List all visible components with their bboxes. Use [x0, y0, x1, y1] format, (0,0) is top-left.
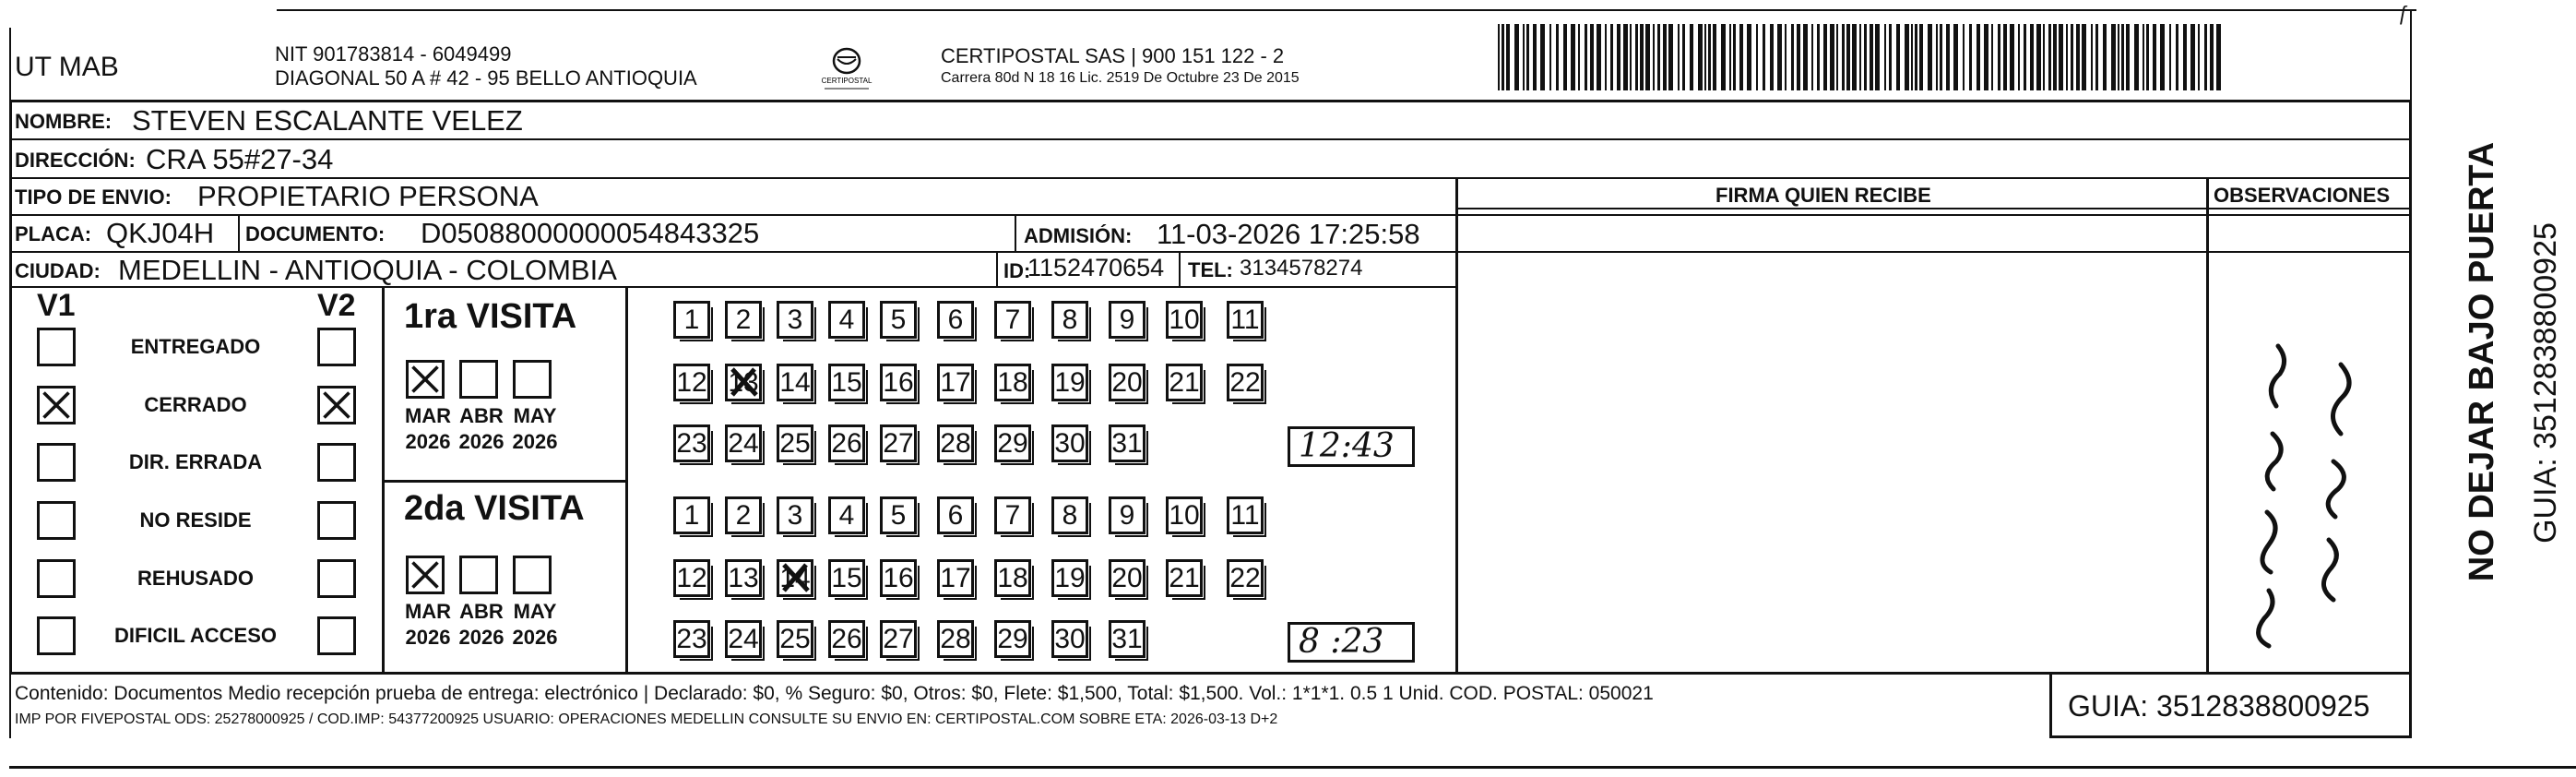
- year-label: 2026: [405, 626, 451, 649]
- day-box[interactable]: 3: [777, 496, 813, 534]
- day-box[interactable]: 22: [1227, 559, 1264, 597]
- day-box[interactable]: 21: [1166, 559, 1203, 597]
- day-box[interactable]: 19: [1051, 364, 1088, 401]
- nombre-value: STEVEN ESCALANTE VELEZ: [132, 104, 523, 137]
- day-box[interactable]: 4: [828, 496, 865, 534]
- day-box[interactable]: 5: [880, 496, 917, 534]
- day-box[interactable]: 27: [880, 424, 917, 462]
- day-box[interactable]: 30: [1051, 620, 1088, 658]
- day-box[interactable]: 20: [1109, 364, 1146, 401]
- day-box[interactable]: 13: [725, 559, 762, 597]
- status-label: NO RESIDE: [139, 508, 252, 532]
- day-box[interactable]: 15: [828, 364, 865, 401]
- day-box[interactable]: 6: [937, 496, 974, 534]
- day-box[interactable]: 17: [937, 559, 974, 597]
- col-divider: [1179, 251, 1181, 288]
- day-box[interactable]: 27: [880, 620, 917, 658]
- documento-label: DOCUMENTO:: [245, 222, 386, 245]
- day-box[interactable]: 8: [1051, 496, 1088, 534]
- certipostal-info: CERTIPOSTAL SAS | 900 151 122 - 2: [941, 44, 1285, 67]
- v2-checkbox[interactable]: [317, 328, 356, 366]
- documento-value: D05088000000054843325: [421, 217, 760, 249]
- ciudad-label: CIUDAD:: [15, 259, 101, 282]
- visit2-title: 2da VISITA: [404, 489, 585, 528]
- day-box[interactable]: 13: [725, 364, 762, 401]
- direccion-label: DIRECCIÓN:: [15, 149, 136, 172]
- month-checkbox[interactable]: [513, 360, 552, 399]
- placa-label: PLACA:: [15, 222, 92, 245]
- placa-value: QKJ04H: [106, 217, 215, 249]
- year-label: 2026: [458, 430, 505, 453]
- day-box[interactable]: 29: [994, 424, 1031, 462]
- month-label: MAY: [513, 600, 557, 623]
- direccion-value: CRA 55#27-34: [146, 143, 334, 175]
- day-box[interactable]: 30: [1051, 424, 1088, 462]
- frame-bottom: [9, 766, 2576, 769]
- day-box[interactable]: 9: [1109, 301, 1146, 339]
- barcode: [1496, 24, 2226, 90]
- firma-col-left: [1455, 177, 1458, 675]
- certipostal-logo: [819, 42, 874, 94]
- visit-split: [382, 480, 627, 483]
- ciudad-value: MEDELLIN - ANTIOQUIA - COLOMBIA: [118, 254, 617, 286]
- obs-col-left: [2206, 177, 2209, 675]
- logo-text: CERTIPOSTAL: [821, 77, 873, 85]
- v1-checkbox[interactable]: [37, 328, 76, 366]
- day-box[interactable]: 16: [880, 559, 917, 597]
- day-box[interactable]: 15: [828, 559, 865, 597]
- status-label: ENTREGADO: [130, 335, 261, 358]
- year-label: 2026: [405, 430, 451, 453]
- status-label: REHUSADO: [137, 567, 254, 590]
- month-label: MAY: [513, 404, 557, 427]
- header-underline: [1455, 208, 2412, 209]
- day-box[interactable]: 5: [880, 301, 917, 339]
- month-checkbox[interactable]: [406, 556, 445, 594]
- day-box[interactable]: 12: [673, 364, 710, 401]
- v2-checkbox[interactable]: [317, 386, 356, 424]
- day-box[interactable]: 4: [828, 301, 865, 339]
- side-line1: NO DEJAR BAJO PUERTA: [2463, 141, 2501, 582]
- day-box[interactable]: 6: [937, 301, 974, 339]
- day-box[interactable]: 1: [673, 496, 710, 534]
- day-box[interactable]: 31: [1109, 424, 1146, 462]
- row-divider: [9, 251, 2412, 253]
- month-checkbox[interactable]: [459, 556, 498, 594]
- month-checkbox[interactable]: [406, 360, 445, 399]
- status-label: CERRADO: [144, 393, 247, 416]
- company-name: UT MAB: [15, 52, 119, 82]
- id-label: ID:: [1003, 259, 1031, 282]
- tipo-label: TIPO DE ENVIO:: [15, 185, 172, 209]
- day-box[interactable]: 14: [777, 559, 813, 597]
- day-box[interactable]: 21: [1166, 364, 1203, 401]
- v2-checkbox[interactable]: [317, 443, 356, 482]
- day-box[interactable]: 25: [777, 620, 813, 658]
- license-info: Carrera 80d N 18 16 Lic. 2519 De Octubre 23 De 2015: [941, 70, 1300, 86]
- col-divider: [996, 251, 998, 288]
- v2-checkbox[interactable]: [317, 501, 356, 540]
- tel-label: TEL:: [1188, 258, 1233, 281]
- row-divider: [9, 286, 1457, 288]
- day-box[interactable]: 16: [880, 364, 917, 401]
- tel-value: 3134578274: [1240, 256, 1363, 281]
- day-box[interactable]: 24: [725, 424, 762, 462]
- month-label: MAR: [404, 600, 452, 623]
- id-value: 1152470654: [1027, 254, 1165, 281]
- day-box[interactable]: 1: [673, 301, 710, 339]
- month-label: ABR: [459, 600, 504, 623]
- day-box[interactable]: 14: [777, 364, 813, 401]
- admision-label: ADMISIÓN:: [1024, 224, 1133, 247]
- day-box[interactable]: 26: [828, 620, 865, 658]
- day-box[interactable]: 25: [777, 424, 813, 462]
- v1-checkbox[interactable]: [37, 559, 76, 598]
- v2-checkbox[interactable]: [317, 559, 356, 598]
- status-label: DIFICIL ACCESO: [113, 624, 277, 647]
- v2-label: V2: [317, 288, 356, 323]
- day-box[interactable]: 26: [828, 424, 865, 462]
- v1-checkbox[interactable]: [37, 443, 76, 482]
- status-label: DIR. ERRADA: [128, 450, 263, 473]
- v1-checkbox[interactable]: [37, 386, 76, 424]
- footer-imp: IMP POR FIVEPOSTAL ODS: 25278000925 / COD.IMP: 54377200925 USUARIO: OPERACIONES MEDELLIN CONSULTE SU ENVIO EN: CERTIPOSTAL.COM SOBRE ETA: 2026-03-13 D+2: [15, 711, 1278, 727]
- day-box[interactable]: 18: [994, 364, 1031, 401]
- col-divider: [238, 214, 240, 251]
- day-box[interactable]: 31: [1109, 620, 1146, 658]
- day-box[interactable]: 29: [994, 620, 1031, 658]
- day-box[interactable]: 23: [673, 620, 710, 658]
- day-box[interactable]: 11: [1227, 301, 1264, 339]
- day-box[interactable]: 19: [1051, 559, 1088, 597]
- year-label: 2026: [512, 626, 558, 649]
- observaciones-handwriting: [2214, 295, 2398, 664]
- day-box[interactable]: 2: [725, 496, 762, 534]
- day-box[interactable]: 11: [1227, 496, 1264, 534]
- observaciones-label: OBSERVACIONES: [2214, 184, 2391, 207]
- month-checkbox[interactable]: [513, 556, 552, 594]
- day-box[interactable]: 12: [673, 559, 710, 597]
- nit-text: NIT 901783814 - 6049499: [275, 42, 512, 66]
- day-box[interactable]: 23: [673, 424, 710, 462]
- row-divider: [9, 177, 2412, 179]
- admision-value: 11-03-2026 17:25:58: [1157, 218, 1420, 250]
- corner-mark: ƒ: [2398, 2, 2410, 25]
- col-divider: [1015, 214, 1016, 251]
- v1-checkbox[interactable]: [37, 501, 76, 540]
- v1-checkbox[interactable]: [37, 616, 76, 655]
- side-text: [2415, 100, 2576, 675]
- day-box[interactable]: 24: [725, 620, 762, 658]
- side-line2: GUIA: 3512838800925: [2528, 222, 2563, 544]
- time-value: 12:43: [1299, 427, 1395, 465]
- v1-label: V1: [37, 288, 76, 323]
- day-box[interactable]: 20: [1109, 559, 1146, 597]
- nombre-label: NOMBRE:: [15, 110, 113, 133]
- top-rule: [277, 9, 2416, 11]
- month-label: ABR: [459, 404, 504, 427]
- footer-guia: GUIA: 3512838800925: [2068, 689, 2370, 723]
- day-box[interactable]: 8: [1051, 301, 1088, 339]
- day-box[interactable]: 28: [937, 424, 974, 462]
- day-box[interactable]: 2: [725, 301, 762, 339]
- day-box[interactable]: 28: [937, 620, 974, 658]
- day-box[interactable]: 3: [777, 301, 813, 339]
- month-checkbox[interactable]: [459, 360, 498, 399]
- footer-contenido: Contenido: Documentos Medio recepción prueba de entrega: electrónico | Declarado: $0, % Seguro: $0, Otros: $0, Flete: $1,500, Total: $1,500. Vol.: 1*1*1. 0.5 1 Unid. COD. POSTAL: 050021: [15, 683, 1654, 704]
- time-value: 8 :23: [1299, 623, 1384, 661]
- day-box[interactable]: 10: [1166, 301, 1203, 339]
- firma-label: FIRMA QUIEN RECIBE: [1715, 184, 1931, 207]
- row-divider: [9, 138, 2412, 140]
- day-box[interactable]: 10: [1166, 496, 1203, 534]
- year-label: 2026: [512, 430, 558, 453]
- company-address: DIAGONAL 50 A # 42 - 95 BELLO ANTIOQUIA: [275, 66, 697, 90]
- day-box[interactable]: 7: [994, 496, 1031, 534]
- year-label: 2026: [458, 626, 505, 649]
- day-box[interactable]: 9: [1109, 496, 1146, 534]
- v2-checkbox[interactable]: [317, 616, 356, 655]
- day-box[interactable]: 17: [937, 364, 974, 401]
- month-label: MAR: [404, 404, 452, 427]
- tipo-value: PROPIETARIO PERSONA: [197, 180, 539, 212]
- day-box[interactable]: 22: [1227, 364, 1264, 401]
- day-box[interactable]: 18: [994, 559, 1031, 597]
- row-divider: [9, 214, 2412, 216]
- day-box[interactable]: 7: [994, 301, 1031, 339]
- visit1-title: 1ra VISITA: [404, 297, 577, 336]
